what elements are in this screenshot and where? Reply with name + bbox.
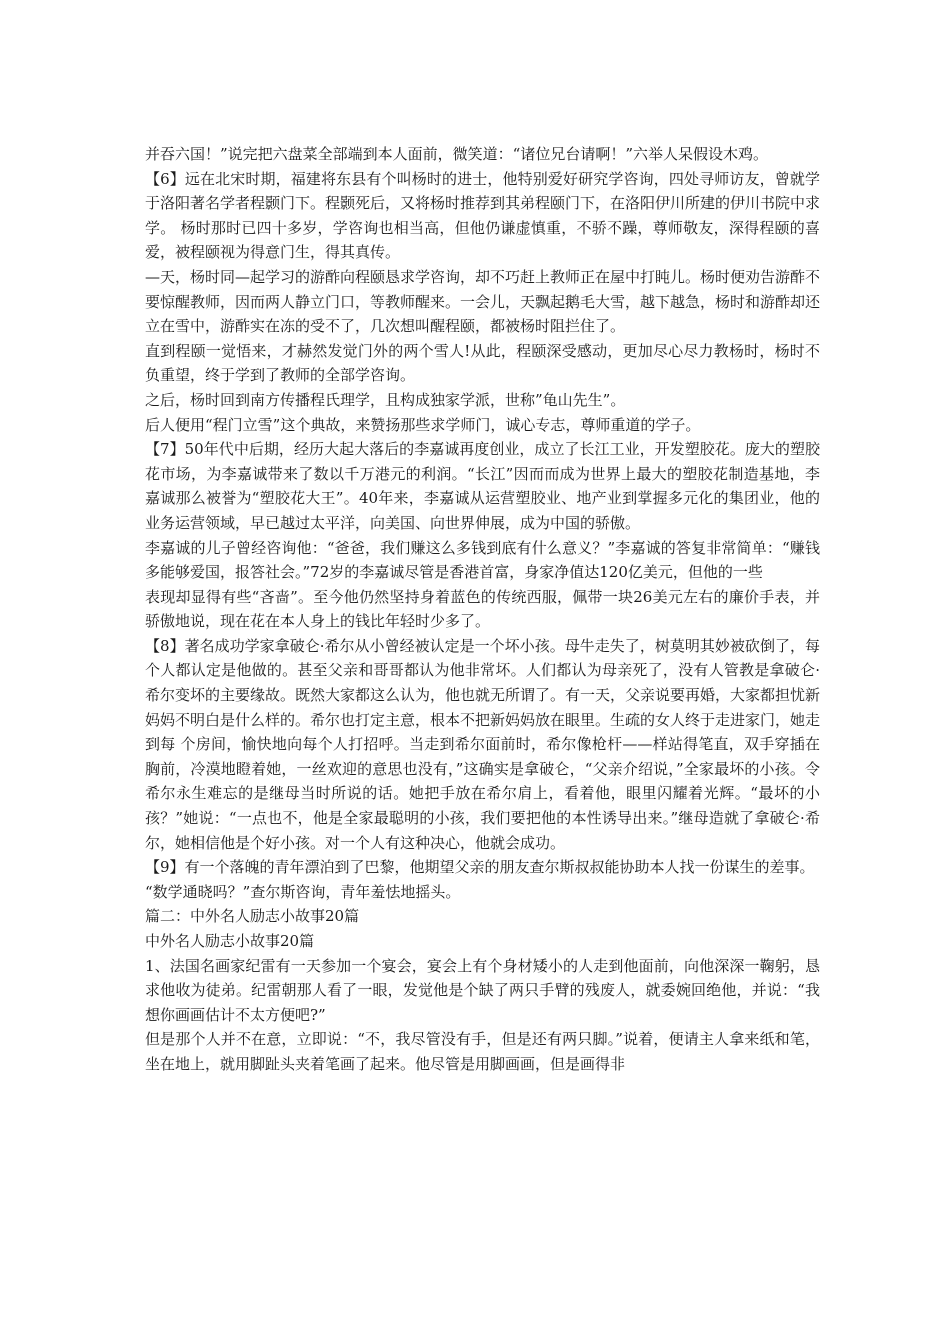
paragraph: 李嘉诚的儿子曾经咨询他：“爸爸，我们赚这么多钱到底有什么意义？”李嘉诚的答复非常简单：“赚钱多能够爱国，报答社会。”72岁的李嘉诚尽管是香港首富，身家净值达120亿美元，但他的一些 [145, 538, 820, 582]
paragraph: 表现却显得有些“吝啬”。至今他仍然坚持身着蓝色的传统西服，佩带一块26美元左右的廉价手表，并骄傲地说，现在花在本人身上的钱比年轻时少多了。 [145, 587, 820, 631]
document-body [145, 142, 820, 1077]
paragraph: 但是那个人并不在意，立即说：“不，我尽管没有手，但是还有两只脚。”说着，便请主人拿来纸和笔，坐在地上，就用脚趾头夹着笔画了起来。他尽管是用脚画画，但是画得非 [145, 1030, 820, 1073]
paragraph: 1、法国名画家纪雷有一天参加一个宴会，宴会上有个身材矮小的人走到他面前，向他深深一鞠躬，恳求他收为徒弟。纪雷朝那人看了一眼，发觉他是个缺了两只手臂的残废人，就委婉回绝他，并说：“我想你画画估计不太方便吧?” [145, 956, 820, 1024]
paragraph: “数学通晓吗？”查尔斯咨询，青年羞怯地摇头。 [145, 882, 461, 901]
paragraph: —天，杨时同—起学习的游酢向程颐恳求学咨询，却不巧赶上教师正在屋中打盹儿。杨时便劝告游酢不要惊醒教师，因而两人静立门口，等教师醒来。一会儿，天飘起鹅毛大雪，越下越急，杨时和游酢却还立在雪中，游酢实在冻的受不了，几次想叫醒程颐，都被杨时阻拦住了。 [145, 267, 821, 336]
section-heading: 篇二：中外名人励志小故事20篇 [145, 907, 360, 926]
paragraph: 并吞六国！”说完把六盘菜全部端到本人面前，微笑道：“诸位兄台请啊！”六举人呆假设木鸡。 [145, 145, 769, 163]
paragraph: 【6】远在北宋时期，福建将东县有个叫杨时的进士，他特别爱好研究学咨询，四处寻师访友，曾就学于洛阳著名学者程颢门下。程颢死后，又将杨时推荐到其弟程颐门下，在洛阳伊川所建的伊川书院中求学。 杨时那时已四十多岁，学咨询也相当高，但他仍谦虚慎重，不骄不躁，尊师敬友，深得程颐的喜爱，被程颐视为得意门生，得其真传。 [145, 169, 821, 262]
section-subheading: 中外名人励志小故事20篇 [145, 932, 315, 950]
paragraph: 【9】有一个落魄的青年漂泊到了巴黎，他期望父亲的朋友查尔斯叔叔能协助本人找一份谋生的差事。 [145, 858, 815, 877]
paragraph: 后人便用“程门立雪”这个典故，来赞扬那些求学师门，诚心专志，尊师重道的学子。 [145, 415, 701, 434]
paragraph: 【8】著名成功学家拿破仑·希尔从小曾经被认定是一个坏小孩。母牛走失了，树莫明其妙被砍倒了，每个人都认定是他做的。甚至父亲和哥哥都认为他非常坏。人们都认为母亲死了，没有人管教是拿破仑·希尔变坏的主要缘故。既然大家都这么认为，他也就无所谓了。有一天，父亲说要再婚，大家都担忧新妈妈不明白是什么样的。希尔也打定主意，根本不把新妈妈放在眼里。生疏的女人终于走进家门，她走到每 个房间，愉快地向每个人打招呼。当走到希尔面前时，希尔像枪杆——样站得笔直，双手穿插在胸前，冷漠地瞪着她，一丝欢迎的意思也没有，”这确实是拿破仑，“父亲介绍说，”全家最坏的小孩。令希尔永生难忘的是继母当时所说的话。她把手放在希尔肩上，看着他，眼里闪耀着光辉。“最坏的小孩？”她说：“一点也不，他是全家最聪明的小孩，我们要把他的本性诱导出来。”继母造就了拿破仑·希尔，她相信他是个好小孩。对一个人有这种决心，他就会成功。 [145, 636, 821, 852]
paragraph: 直到程颐一觉悟来，才赫然发觉门外的两个雪人!从此，程颐深受感动，更加尽心尽力教杨时，杨时不负重望，终于学到了教师的全部学咨询。 [145, 341, 820, 385]
paragraph: 【7】50年代中后期，经历大起大落后的李嘉诚再度创业，成立了长江工业，开发塑胶花。庞大的塑胶花市场，为李嘉诚带来了数以千万港元的利润。“长江”因而而成为世界上最大的塑胶花制造基地，李嘉诚那么被誉为“塑胶花大王”。40年来，李嘉诚从运营塑胶业、地产业到掌握多元化的集团业，他的业务运营领域，早已越过太平洋，向美国、向世界伸展，成为中国的骄傲。 [145, 440, 820, 532]
paragraph: 之后，杨时回到南方传播程氏理学，且构成独家学派，世称”龟山先生”。 [145, 390, 626, 409]
